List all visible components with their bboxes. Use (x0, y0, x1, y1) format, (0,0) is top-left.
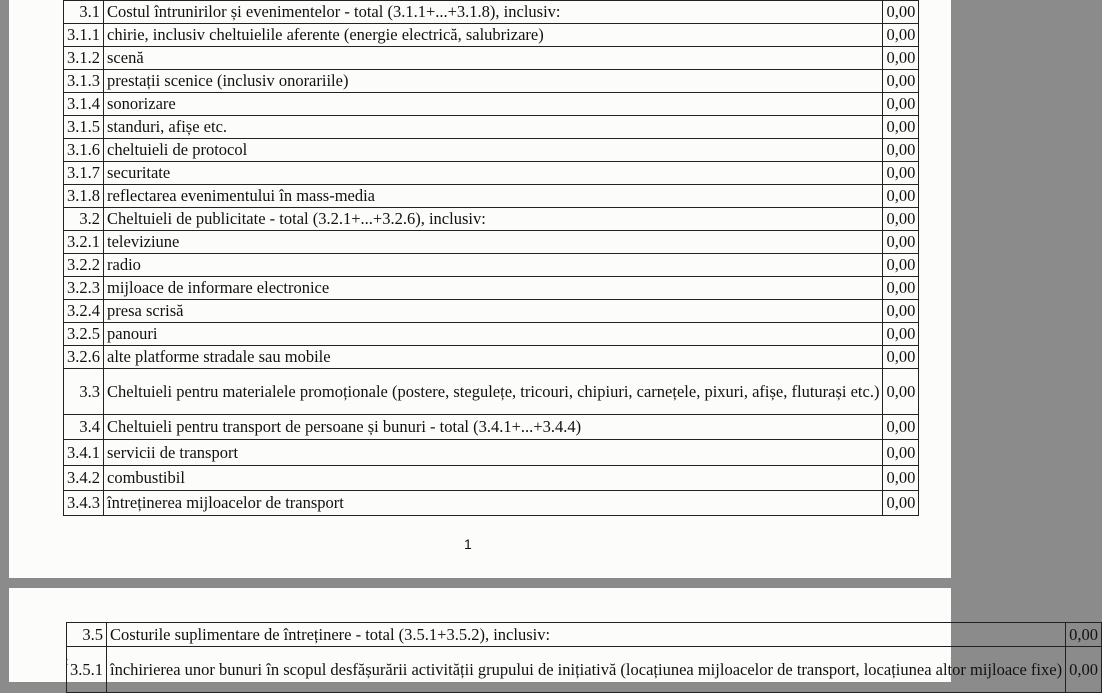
table-row (64, 369, 919, 415)
row-amount: 0,00 (883, 323, 919, 346)
row-code: 3.1.7 (64, 162, 104, 185)
row-code: 3.2.2 (64, 254, 104, 277)
row-label: Cheltuieli de publicitate - total (3.2.1+...+3.2.6), inclusiv: (104, 208, 883, 231)
table-row (64, 185, 919, 208)
row-code: 3.2.5 (64, 323, 104, 346)
table-row (64, 1, 919, 24)
row-code: 3.1.3 (64, 70, 104, 93)
document-page-1 (9, 0, 951, 578)
row-label: cheltuieli de protocol (104, 139, 883, 162)
table-row (64, 254, 919, 277)
table-row (64, 323, 919, 346)
table-row (64, 93, 919, 116)
page-number: 1 (464, 536, 472, 552)
table-row (64, 440, 919, 466)
table-row (64, 300, 919, 323)
row-code: 3.2.1 (64, 231, 104, 254)
table-row (64, 47, 919, 70)
row-amount: 0,00 (883, 1, 919, 24)
row-label: sonorizare (104, 93, 883, 116)
row-code: 3.1 (64, 1, 104, 24)
row-code: 3.1.4 (64, 93, 104, 116)
row-amount: 0,00 (883, 369, 919, 415)
row-code: 3.1.2 (64, 47, 104, 70)
row-code: 3.3 (64, 369, 104, 415)
row-label: standuri, afișe etc. (104, 116, 883, 139)
row-code: 3.2.6 (64, 346, 104, 369)
expense-table (63, 0, 919, 516)
row-label: mijloace de informare electronice (104, 277, 883, 300)
row-amount: 0,00 (883, 415, 919, 440)
row-amount: 0,00 (883, 185, 919, 208)
row-code: 3.4.3 (64, 491, 104, 516)
table-row (67, 623, 1102, 647)
row-label: combustibil (104, 466, 883, 491)
table-row (64, 231, 919, 254)
row-amount: 0,00 (883, 24, 919, 47)
row-label: servicii de transport (104, 440, 883, 466)
row-code: 3.1.1 (64, 24, 104, 47)
table-row (64, 70, 919, 93)
row-amount: 0,00 (883, 254, 919, 277)
row-label: închirierea unor bunuri în scopul desfășurării activității grupului de inițiativă (locațiunea mijloacelor de transport, locațiunea altor mijloace fixe) (107, 647, 1066, 693)
row-label: presa scrisă (104, 300, 883, 323)
row-amount: 0,00 (883, 116, 919, 139)
row-amount: 0,00 (883, 208, 919, 231)
row-label: Cheltuieli pentru transport de persoane și bunuri - total (3.4.1+...+3.4.4) (104, 415, 883, 440)
row-amount: 0,00 (883, 162, 919, 185)
row-amount: 0,00 (883, 466, 919, 491)
row-label: Costurile suplimentare de întreținere - total (3.5.1+3.5.2), inclusiv: (107, 623, 1066, 647)
row-code: 3.4 (64, 415, 104, 440)
row-label: reflectarea evenimentului în mass-media (104, 185, 883, 208)
row-label: securitate (104, 162, 883, 185)
row-label: scenă (104, 47, 883, 70)
row-code: 3.1.6 (64, 139, 104, 162)
expense-table-continued (66, 622, 1102, 693)
row-amount: 0,00 (1066, 623, 1102, 647)
row-amount: 0,00 (883, 491, 919, 516)
table-row (64, 162, 919, 185)
row-label: întreținerea mijloacelor de transport (104, 491, 883, 516)
stray-mark: : (66, 656, 70, 668)
row-code: 3.2.3 (64, 277, 104, 300)
row-amount: 0,00 (883, 346, 919, 369)
row-code: 3.4.2 (64, 466, 104, 491)
table-row (64, 277, 919, 300)
table-row (64, 346, 919, 369)
row-label: chirie, inclusiv cheltuielile aferente (energie electrică, salubrizare) (104, 24, 883, 47)
table-row (64, 208, 919, 231)
row-label: panouri (104, 323, 883, 346)
row-amount: 0,00 (883, 231, 919, 254)
row-amount: 0,00 (883, 300, 919, 323)
row-amount: 0,00 (883, 93, 919, 116)
row-label: Costul întrunirilor și evenimentelor - total (3.1.1+...+3.1.8), inclusiv: (104, 1, 883, 24)
row-label: alte platforme stradale sau mobile (104, 346, 883, 369)
table-row (64, 415, 919, 440)
row-label: Cheltuieli pentru materialele promoționale (postere, stegulețe, tricouri, chipiuri, carnețele, pixuri, afișe, fluturași etc.) (104, 369, 883, 415)
row-code: 3.2.4 (64, 300, 104, 323)
row-label: prestații scenice (inclusiv onorariile) (104, 70, 883, 93)
row-amount: 0,00 (883, 70, 919, 93)
document-page-2 (9, 588, 1098, 682)
table-row (64, 116, 919, 139)
row-code: 3.4.1 (64, 440, 104, 466)
row-amount: 0,00 (883, 47, 919, 70)
row-code: 3.1.8 (64, 185, 104, 208)
row-label: radio (104, 254, 883, 277)
table-row (64, 139, 919, 162)
table-row (64, 491, 919, 516)
row-amount: 0,00 (883, 277, 919, 300)
row-code: 3.1.5 (64, 116, 104, 139)
row-amount: 0,00 (883, 139, 919, 162)
row-code: 3.5.1 (67, 647, 107, 693)
row-code: 3.2 (64, 208, 104, 231)
row-amount: 0,00 (883, 440, 919, 466)
row-label: televiziune (104, 231, 883, 254)
table-row (64, 466, 919, 491)
row-code: 3.5 (67, 623, 107, 647)
row-amount: 0,00 (1066, 647, 1102, 693)
table-row (64, 24, 919, 47)
table-row (67, 647, 1102, 693)
